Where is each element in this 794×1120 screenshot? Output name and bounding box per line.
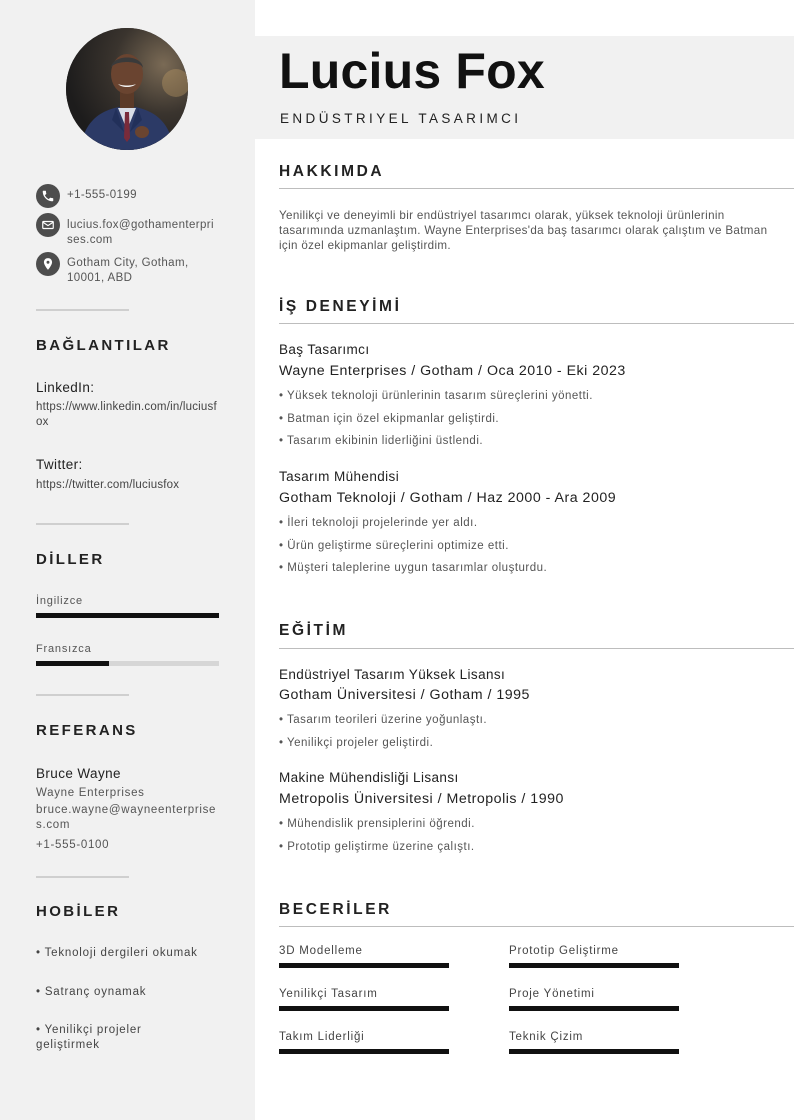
experience-bullet: • Müşteri taleplerine uygun tasarımlar oluşturdu. bbox=[279, 562, 548, 574]
education-subtitle: Metropolis Üniversitesi / Metropolis / 1990 bbox=[279, 791, 564, 807]
reference-name: Bruce Wayne bbox=[36, 766, 121, 781]
experience-bullet: • Yüksek teknoloji ürünlerinin tasarım süreçlerini yönetti. bbox=[279, 390, 593, 402]
education-subtitle: Gotham Üniversitesi / Gotham / 1995 bbox=[279, 687, 530, 703]
reference-phone: +1-555-0100 bbox=[36, 839, 110, 851]
language-bar-fill bbox=[36, 661, 109, 666]
skill-bar bbox=[509, 963, 679, 968]
skills-heading: BECERİLER bbox=[279, 901, 392, 918]
email-text[interactable]: lucius.fox@gothamenterprises.com bbox=[67, 219, 214, 246]
languages-heading: DİLLER bbox=[36, 551, 105, 568]
about-text: Yenilikçi ve deneyimli bir endüstriyel tasarımcı olarak, yüksek teknoloji ürünlerinin tasarımında uzmanlaştım. Wayne Enterprises'da baş tasarımcı olarak çalıştım ve Batman için özel ekipmanlar geliştirdim. bbox=[279, 209, 768, 252]
twitter-label: Twitter: bbox=[36, 457, 83, 472]
section-rule bbox=[279, 648, 794, 649]
language-bar-fill bbox=[36, 613, 219, 618]
sidebar-divider bbox=[36, 309, 129, 311]
language-name: İngilizce bbox=[36, 595, 83, 607]
skill-name: Yenilikçi Tasarım bbox=[279, 988, 378, 1000]
skill-name: Teknik Çizim bbox=[509, 1031, 584, 1043]
experience-title: Tasarım Mühendisi bbox=[279, 469, 400, 484]
experience-title: Baş Tasarımcı bbox=[279, 342, 370, 357]
linkedin-link[interactable]: https://www.linkedin.com/in/luciusfox bbox=[36, 401, 217, 428]
experience-subtitle: Gotham Teknoloji / Gotham / Haz 2000 - Ara 2009 bbox=[279, 490, 617, 506]
reference-email[interactable]: bruce.wayne@wayneenterprises.com bbox=[36, 804, 217, 831]
skill-name: 3D Modelleme bbox=[279, 945, 363, 957]
experience-bullet: • Batman için özel ekipmanlar geliştirdi. bbox=[279, 413, 500, 425]
skill-bar bbox=[509, 1049, 679, 1054]
language-name: Fransızca bbox=[36, 643, 92, 655]
language-bar bbox=[36, 613, 219, 618]
hobby-item: • Teknoloji dergileri okumak bbox=[36, 947, 198, 959]
skill-bar bbox=[509, 1006, 679, 1011]
linkedin-label: LinkedIn: bbox=[36, 380, 95, 395]
person-name: Lucius Fox bbox=[279, 43, 545, 99]
skill-name: Proje Yönetimi bbox=[509, 988, 595, 1000]
education-bullet: • Mühendislik prensiplerini öğrendi. bbox=[279, 818, 475, 830]
job-title: ENDÜSTRIYEL TASARIMCI bbox=[280, 111, 522, 126]
experience-bullet: • Tasarım ekibinin liderliğini üstlendi. bbox=[279, 435, 484, 447]
education-title: Makine Mühendisliği Lisansı bbox=[279, 770, 459, 785]
education-title: Endüstriyel Tasarım Yüksek Lisansı bbox=[279, 667, 506, 682]
envelope-icon bbox=[36, 213, 60, 237]
experience-bullet: • İleri teknoloji projelerinde yer aldı. bbox=[279, 517, 478, 529]
reference-heading: REFERANS bbox=[36, 722, 138, 739]
sidebar-divider bbox=[36, 523, 129, 525]
experience-bullet: • Ürün geliştirme süreçlerini optimize etti. bbox=[279, 540, 509, 552]
education-bullet: • Prototip geliştirme üzerine çalıştı. bbox=[279, 841, 475, 853]
education-bullet: • Yenilikçi projeler geliştirdi. bbox=[279, 737, 434, 749]
hobbies-heading: HOBİLER bbox=[36, 903, 121, 920]
portrait-image bbox=[66, 28, 188, 150]
experience-heading: İŞ DENEYİMİ bbox=[279, 298, 402, 315]
skill-name: Prototip Geliştirme bbox=[509, 945, 619, 957]
skill-bar bbox=[279, 1049, 449, 1054]
language-bar bbox=[36, 661, 219, 666]
skill-bar bbox=[279, 1006, 449, 1011]
location-pin-icon bbox=[36, 252, 60, 276]
sidebar-divider bbox=[36, 694, 129, 696]
contact-email bbox=[36, 213, 219, 248]
about-heading: HAKKIMDA bbox=[279, 163, 385, 180]
connections-heading: BAĞLANTILAR bbox=[36, 337, 171, 354]
section-rule bbox=[279, 926, 794, 927]
education-heading: EĞİTİM bbox=[279, 622, 348, 639]
address-text: Gotham City, Gotham, 10001, ABD bbox=[67, 257, 189, 284]
contact-address bbox=[36, 252, 207, 286]
skill-bar bbox=[279, 963, 449, 968]
contact-phone bbox=[36, 184, 219, 208]
twitter-link[interactable]: https://twitter.com/luciusfox bbox=[36, 479, 180, 491]
phone-text: +1-555-0199 bbox=[67, 189, 137, 201]
education-bullet: • Tasarım teorileri üzerine yoğunlaştı. bbox=[279, 714, 488, 726]
section-rule bbox=[279, 188, 794, 189]
section-rule bbox=[279, 323, 794, 324]
sidebar-divider bbox=[36, 876, 129, 878]
avatar bbox=[66, 28, 188, 150]
experience-subtitle: Wayne Enterprises / Gotham / Oca 2010 - Eki 2023 bbox=[279, 363, 626, 379]
hobby-item: • Yenilikçi projeler geliştirmek bbox=[36, 1024, 142, 1051]
phone-icon bbox=[36, 184, 60, 208]
hobby-item: • Satranç oynamak bbox=[36, 986, 147, 998]
skill-name: Takım Liderliği bbox=[279, 1031, 365, 1043]
reference-company: Wayne Enterprises bbox=[36, 787, 145, 799]
